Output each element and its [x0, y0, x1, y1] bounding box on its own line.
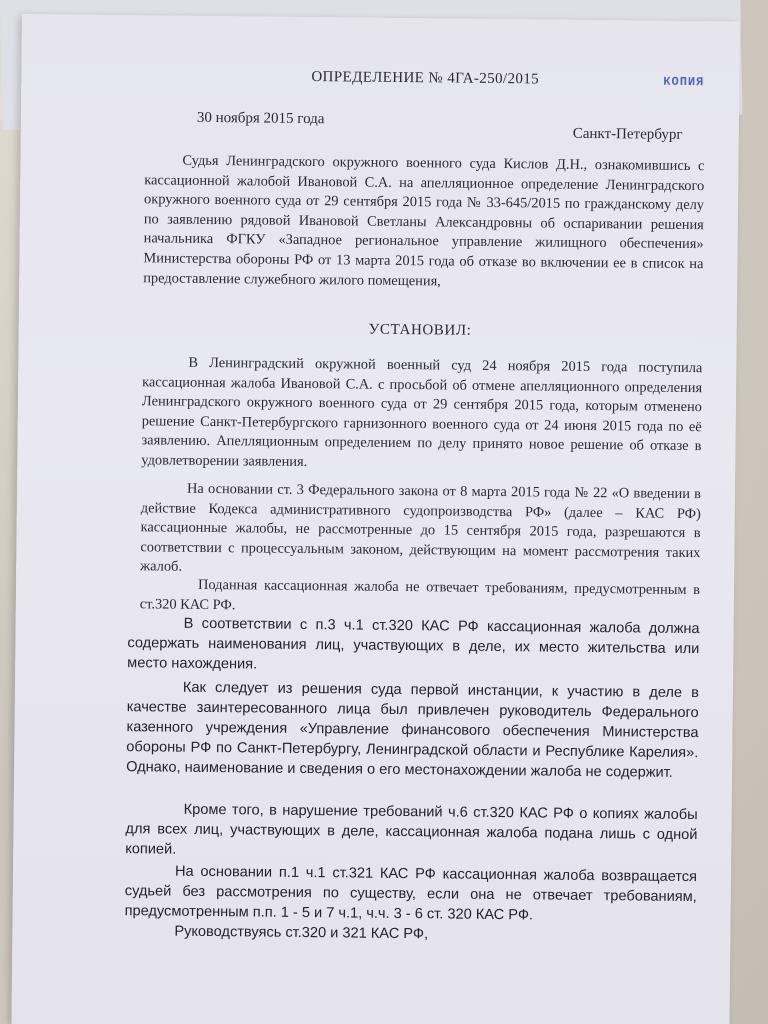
- paragraph-4: В соответствии с п.3 ч.1 ст.320 КАС РФ кассационная жалоба должна содержать наименования лиц, участвующих в деле, их место жительства или место нахождения.: [127, 615, 700, 673]
- document-sheet: [11, 14, 740, 1024]
- paragraph-6: Кроме того, в нарушение требований ч.6 ст.320 КАС РФ о копиях жалобы для всех лиц, участвующих в деле, кассационная жалоба подана лишь с одной копией.: [125, 801, 698, 858]
- paragraph-7: На основании п.1 ч.1 ст.321 КАС РФ кассационная жалоба возвращается судьей без рассмотрения по существу, если она не отвечает требованиям, предусмотренным п.п. 1 - 5 и 7 ч.1, ч.ч. 3 - 6 ст. 320 КАС РФ.: [124, 863, 698, 924]
- paragraph-1: В Ленинградский окружной военный суд 24 ноября 2015 года поступила кассационная жалоба Ивановой С.А. с просьбой об отмене апелляционного определения Ленинградского окружного военного суда от 29 сентября 2015 года, которым отменено решение Санкт-Петербургского гарнизонного военного суда от 24 июня 2015 года по её заявлению. Апелляционным определением по делу принято новое решение об отказе в удовлетворении заявления.: [141, 354, 703, 470]
- document-header: [21, 66, 739, 98]
- paragraph-8: Руководствуясь ст.320 и 321 КАС РФ,: [174, 923, 429, 943]
- paragraph-3: Поданная кассационная жалоба не отвечает требованиям, предусмотренным в ст.320 КАС РФ.: [139, 576, 701, 613]
- paragraph-2: На основании ст. 3 Федерального закона от 8 марта 2015 года № 22 «О введении в действие Кодекса административного судопроизводства РФ» (далее – КАС РФ) кассационные жалобы, не рассмотренные до 15 сентября 2015 года, разрешаются в соответствии с процессуальным законом, действующим на момент рассмотрения таких жалоб.: [140, 480, 702, 576]
- document-title: ОПРЕДЕЛЕНИЕ № 4ГА-250/2015: [311, 69, 540, 88]
- intro-paragraph: Судья Ленинградского окружного военного суда Кислов Д.Н., ознакомившись с кассационной жалобой Ивановой С.А. на апелляционное определение Ленинградского окружного военного суда от 29 сентября 2015 года № 33-645/2015 по гражданскому делу по заявлению рядовой Ивановой Светланы Александровны об оспаривании решения начальника ФГКУ «Западное региональное управление жилищного обеспечения» Министерства обороны РФ от 13 марта 2015 года об отказе во включении ее в список на предоставление служебного жилого помещения,: [143, 152, 705, 289]
- document-city: Санкт-Петербург: [572, 125, 683, 143]
- paragraph-5: Как следует из решения суда первой инстанции, к участию в деле в качестве заинтересованного лица был привлечен руководитель Федерального казенного учреждения «Управление финансового обеспечения Министерства обороны РФ по Санкт-Петербургу, Ленинградской области и Республике Карелия». Однако, наименование и сведения о его местонахождении жалоба не содержит.: [126, 679, 700, 781]
- document-date: 30 ноября 2015 года: [196, 109, 325, 128]
- section-heading: УСТАНОВИЛ:: [368, 321, 472, 339]
- copy-stamp: КОПИЯ: [663, 74, 705, 90]
